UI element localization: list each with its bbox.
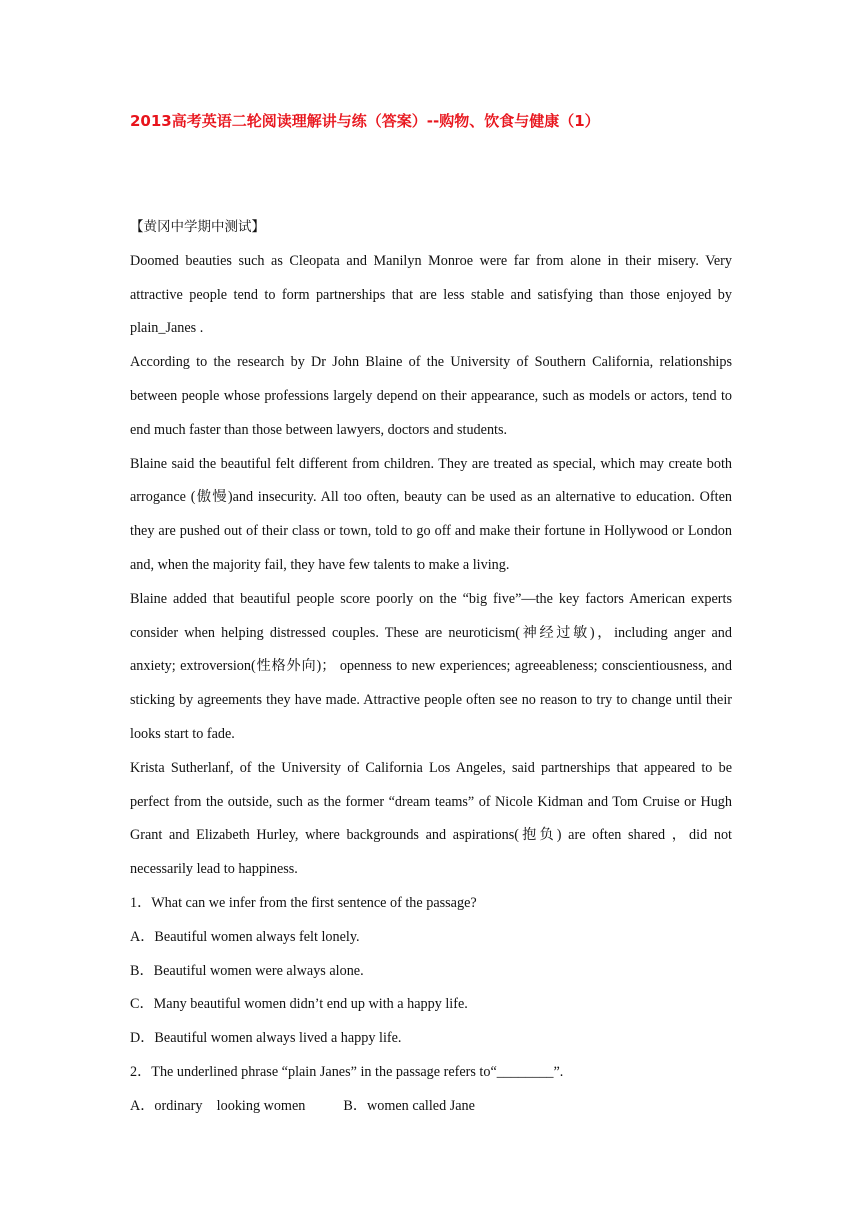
- source-label: 【黄冈中学期中测试】: [130, 219, 265, 235]
- paragraph: Blaine added that beautiful people score poorly on the “big five”—the key factors American experts consider when helping distressed couples. These are neuroticism(神经过敏)，including anger and anxiety; extroversion(性格外向)； openness to new experiences; agreeableness; conscientiousness, and sticking by agreements they have made. Attractive people often see no reason to try to change until their looks start to fade.: [130, 590, 732, 742]
- paragraph: Doomed beauties such as Cleopata and Manilyn Monroe were far from alone in their misery. Very attractive people tend to form partnerships that are less stable and satisfying than those enjoyed by plain_Janes .: [130, 252, 732, 337]
- paragraph: According to the research by Dr John Blaine of the University of Southern California, relationships between people whose professions largely depend on their appearance, such as models or actors, tend to end much faster than those between lawyers, doctors and students.: [130, 354, 732, 438]
- answer-option: D．Beautiful women always lived a happy life.: [130, 1030, 402, 1047]
- answer-option-row: [130, 1090, 732, 1124]
- answer-option: C．Many beautiful women didn’t end up with a happy life.: [130, 996, 468, 1013]
- answer-option: A．ordinary looking women: [130, 1097, 306, 1114]
- question-stem: 1．What can we infer from the first sentence of the passage?: [130, 894, 477, 911]
- answer-option: B．women called Jane: [343, 1097, 475, 1114]
- answer-option: B．Beautiful women were always alone.: [130, 962, 364, 979]
- question-stem: 2．The underlined phrase “plain Janes” in the passage refers to“________”.: [130, 1063, 564, 1080]
- document-title: 2013高考英语二轮阅读理解讲与练（答案）--购物、饮食与健康（1）: [130, 112, 600, 130]
- document-body: [130, 211, 732, 1124]
- answer-option: A．Beautiful women always felt lonely.: [130, 928, 360, 945]
- paragraph: Krista Sutherlanf, of the University of California Los Angeles, said partnerships that appeared to be perfect from the outside, such as the former “dream teams” of Nicole Kidman and Tom Cruise or Hugh Grant and Elizabeth Hurley, where backgrounds and aspirations(抱负) are often shared ，did not necessarily lead to happiness.: [130, 759, 732, 878]
- paragraph: Blaine said the beautiful felt different from children. They are treated as special, which may create both arrogance (傲慢)and insecurity. All too often, beauty can be used as an alternative to education. Often they are pushed out of their class or town, told to go off and make their fortune in Hollywood or London and, when the majority fail, they have few talents to make a living.: [130, 455, 732, 573]
